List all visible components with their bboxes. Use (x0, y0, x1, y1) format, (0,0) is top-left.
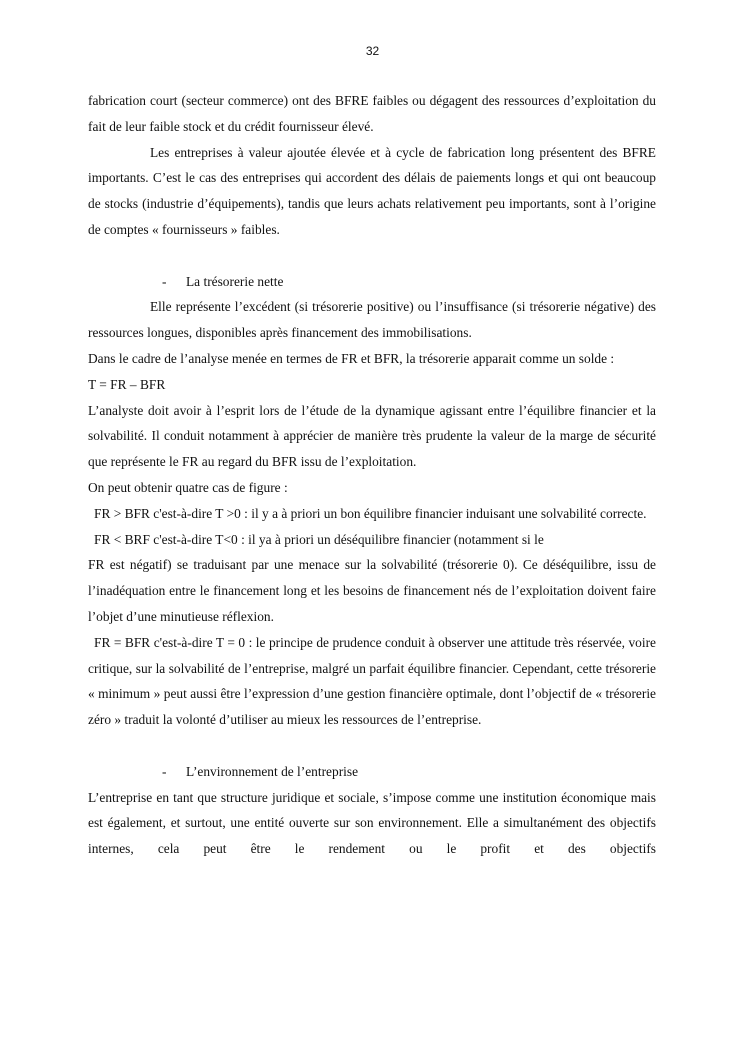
heading-text: La trésorerie nette (186, 273, 284, 289)
heading-dash: - (162, 273, 167, 289)
paragraph-quatre-cas: On peut obtenir quatre cas de figure : (88, 479, 288, 495)
paragraph-analyste: L’analyste doit avoir à l’esprit lors de l’étude de la dynamique agissant entre l’équilibre financier et la solvabilité. Il conduit notamment à apprécier de manière très prudente la valeur de la marge de sécurité que représente le FR au regard du BFR issu de l’exploitation. (88, 402, 656, 470)
heading-text: L’environnement de l’entreprise (186, 763, 359, 779)
case-positive: FR > BFR c'est-à-dire T >0 : il y a à priori un bon équilibre financier induisant une solvabilité correcte. (94, 505, 647, 521)
formula-tresorerie: T = FR – BFR (88, 376, 166, 392)
paragraph-tresorerie-definition: Elle représente l’excédent (si trésorerie positive) ou l’insuffisance (si trésorerie négative) des ressources longues, disponibles après financement des immobilisations. (88, 299, 656, 341)
spacer (88, 243, 656, 269)
heading-dash: - (162, 763, 167, 779)
section-heading-environnement (88, 759, 656, 785)
paragraph-bfre-intro: fabrication court (secteur commerce) ont des BFRE faibles ou dégagent des ressources d’exploitation du fait de leur faible stock et du crédit fournisseur élevé. (88, 93, 656, 134)
page-number: 32 (365, 44, 380, 58)
case-negative-line1: FR < BRF c'est-à-dire T<0 : il ya à priori un déséquilibre financier (notamment si le (94, 531, 544, 547)
paragraph-bfre-importants: Les entreprises à valeur ajoutée élevée et à cycle de fabrication long présentent des BFRE importants. C’est le cas des entreprises qui accordent des délais de paiements longs et qui ont beaucoup de stocks (industrie d’équipements), tandis que leurs achats relativement peu importants, sont à l’origine de comptes « fournisseurs » faibles. (88, 144, 656, 237)
document-body (88, 88, 656, 862)
case-zero: FR = BFR c'est-à-dire T = 0 : le principe de prudence conduit à observer une attitude très réservée, voire critique, sur la solvabilité de l’entreprise, malgré un parfait équilibre financier. Cependant, cette trésorerie « minimum » peut aussi être l’expression d’une gestion financière optimale, dont l’objectif de « trésorerie zéro » traduit la volonté d’utiliser au mieux les ressources de l’entreprise. (88, 634, 656, 728)
spacer (88, 733, 656, 759)
paragraph-environnement: L’entreprise en tant que structure juridique et sociale, s’impose comme une institution économique mais est également, et surtout, une entité ouverte sur son environnement. Elle a simultanément des objectifs internes, cela peut être le rendement ou le profit et des objectifs (88, 789, 656, 857)
section-heading-tresorerie (88, 269, 656, 295)
case-negative-rest: FR est négatif) se traduisant par une menace sur la solvabilité (trésorerie 0). Ce déséquilibre, issu de l’inadéquation entre le financement long et les besoins de financement nés de l’exploitation doivent faire l’objet d’une minutieuse réflexion. (88, 557, 656, 624)
paragraph-solde: Dans le cadre de l’analyse menée en termes de FR et BFR, la trésorerie apparait comme un solde : (88, 350, 615, 366)
